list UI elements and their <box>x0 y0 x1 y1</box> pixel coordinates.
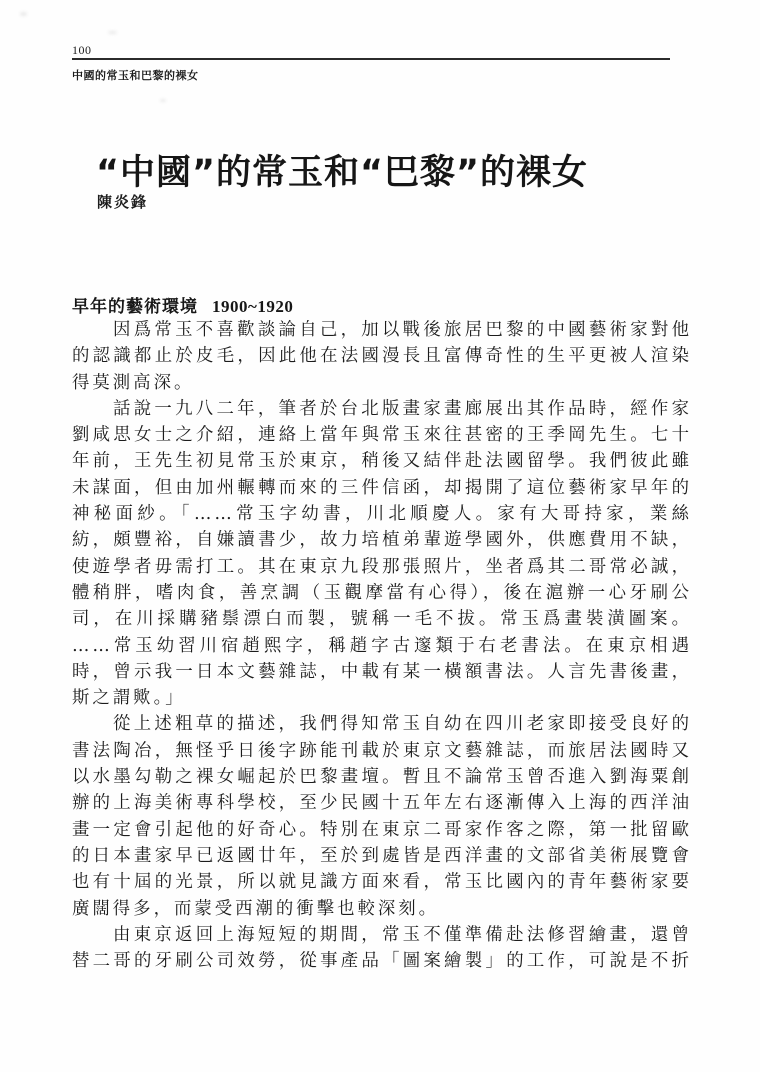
text-line: 劉咸思女士之介紹，連絡上當年與常玉來往甚密的王季岡先生。七十 <box>72 425 692 446</box>
section-title: 早年的藝術環境 <box>72 297 198 317</box>
text-line: 從上述粗草的描述，我們得知常玉自幼在四川老家即接受良好的 <box>113 714 692 735</box>
body-text <box>72 317 692 974</box>
scan-artifact <box>160 99 166 102</box>
scan-artifact <box>20 12 27 16</box>
text-line: 體稍胖，嗜肉食，善烹調（玉觀摩當有心得），後在滬辦一心牙刷公 <box>72 582 692 603</box>
text-line: 話說一九八二年，筆者於台北版畫家畫廊展出其作品時，經作家 <box>113 398 692 419</box>
text-line: 斯之謂歟。」 <box>72 688 186 709</box>
text-line: 神秘面紗。「……常玉字幼書，川北順慶人。家有大哥持家，業絲 <box>72 504 692 525</box>
text-line: 畫一定會引起他的好奇心。特別在東京二哥家作客之際，第一批留歐 <box>72 819 692 840</box>
section-heading <box>72 292 293 317</box>
article-title: “中國”的常玉和“巴黎”的裸女 <box>96 153 589 194</box>
text-line: 由東京返回上海短短的期間，常玉不僅準備赴法修習繪畫，還曾 <box>113 924 692 945</box>
running-header: 中國的常玉和巴黎的裸女 <box>72 69 199 82</box>
text-line: ……常玉幼習川宿趙熙字，稱趙字古邃類于右老書法。在東京相遇 <box>72 635 692 656</box>
scan-artifact <box>108 31 117 34</box>
text-line: 的認識都止於皮毛，因此他在法國漫長且富傳奇性的生平更被人渲染 <box>72 346 692 367</box>
text-line: 未謀面，但由加州輾轉而來的三件信函，却揭開了這位藝術家早年的 <box>72 477 692 498</box>
text-line: 時，曾示我一日本文藝雜誌，中載有某一橫額書法。人言先書後畫， <box>72 661 692 682</box>
text-line: 也有十屆的光景，所以就見識方面來看，常玉比國內的青年藝術家要 <box>72 872 692 893</box>
text-line: 辦的上海美術專科學校，至少民國十五年左右逐漸傳入上海的西洋油 <box>72 793 692 814</box>
text-line: 因爲常玉不喜歡談論自己，加以戰後旅居巴黎的中國藝術家對他 <box>113 320 692 340</box>
text-line: 年前，王先生初見常玉於東京，稍後又結伴赴法國留學。我們彼此雖 <box>72 451 692 472</box>
text-line: 廣闊得多，而蒙受西潮的衝擊也較深刻。 <box>72 898 440 919</box>
text-line: 司，在川採購豬鬃漂白而製，號稱一毛不拔。常玉爲畫裝潢圖案。 <box>72 609 692 630</box>
text-line: 替二哥的牙刷公司效勞，從事產品「圖案繪製」的工作，可說是不折 <box>72 951 692 972</box>
page-number: 100 <box>72 43 92 57</box>
text-line: 得莫測高深。 <box>72 372 195 393</box>
text-line: 的日本畫家早已返國廿年，至於到處皆是西洋畫的文部省美術展覽會 <box>72 845 692 866</box>
text-line: 書法陶冶，無怪乎日後字跡能刊載於東京文藝雜誌，而旅居法國時又 <box>72 740 692 761</box>
text-line: 使遊學者毋需打工。其在東京九段那張照片，坐者爲其二哥常必誠， <box>72 556 692 577</box>
section-period: 1900~1920 <box>212 297 294 316</box>
text-line: 紡，頗豐裕，自嫌讀書少，故力培植弟輩遊學國外，供應費用不缺， <box>72 530 692 551</box>
header-rule <box>72 58 670 60</box>
author-name: 陳炎鋒 <box>97 193 149 211</box>
text-line: 以水墨勾勒之裸女崛起於巴黎畫壇。暫且不論常玉曾否進入劉海粟創 <box>72 767 692 788</box>
